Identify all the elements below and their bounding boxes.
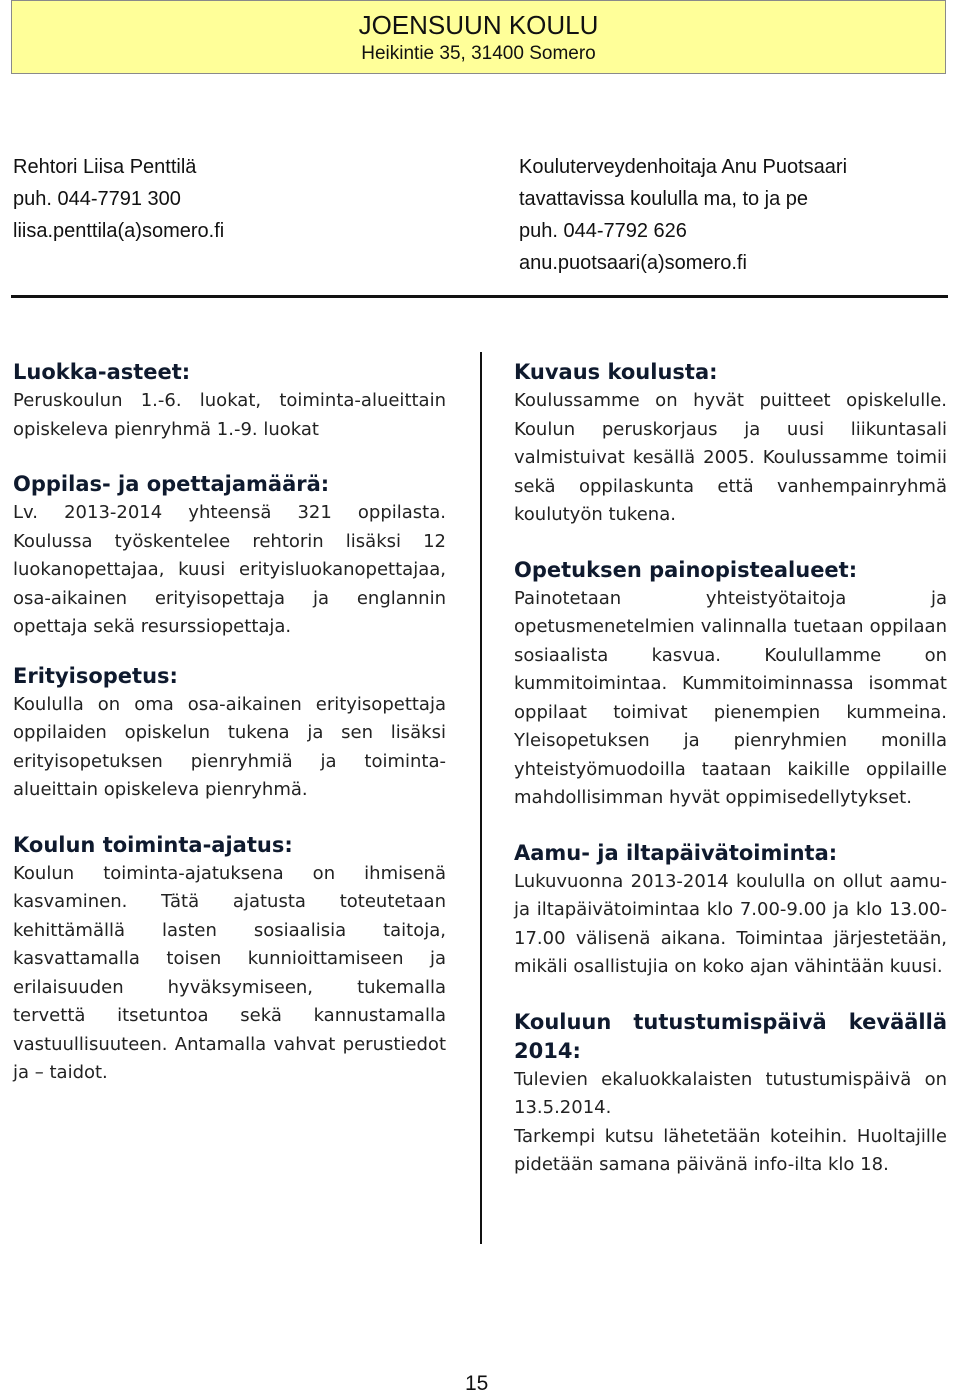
page-number: 15 — [465, 1372, 489, 1395]
principal-name: Rehtori Liisa Penttilä — [13, 156, 197, 178]
school-title: JOENSUUN KOULU — [358, 10, 599, 40]
visit-text-2: Tarkempi kutsu lähetetään koteihin. Huoltajille pidetään samana päivänä info-ilta klo 18. — [514, 1125, 947, 1175]
nurse-contact — [519, 151, 847, 279]
focus-heading: Opetuksen painopistealueet: — [514, 557, 858, 582]
idea-text: Koulun toiminta-ajatuksena on ihmisenä kasvaminen. Tätä ajatusta toteutetaan kehittämällä lasten sosiaalisia taitoja, kasvattamalla toisen kunnioittamiseen ja erilaisuuden hyväksymiseen, tukemalla tervettä itsetuntoa sekä kannustamalla vastuullisuuteen. Antamalla vahvat perustiedot ja – taidot. — [13, 862, 446, 1083]
column-divider — [480, 352, 482, 1244]
school-header — [11, 0, 946, 74]
principal-contact — [13, 151, 224, 247]
desc-text: Koulussamme on hyvät puitteet opiskelulle. Koulun peruskorjaus ja uusi liikuntasali valmistuivat kesällä 2005. Koulussamme toimii sekä oppilaskunta että vanhempainryhmä koulutyön tukena. — [514, 390, 947, 525]
grades-text: Peruskoulun 1.-6. luokat, toiminta-alueittain opiskeleva pienryhmä 1.-9. luokat — [13, 390, 446, 440]
nurse-name: Kouluterveydenhoitaja Anu Puotsaari — [519, 156, 848, 178]
visit-heading: Kouluun tutustumispäivä keväällä 2014: — [514, 1009, 947, 1063]
header-divider — [11, 295, 948, 298]
nurse-email: anu.puotsaari(a)somero.fi — [519, 252, 747, 274]
special-heading: Erityisopetus: — [13, 663, 178, 688]
visit-text: Tulevien ekaluokkalaisten tutustumispäivä on 13.5.2014. — [514, 1068, 947, 1118]
principal-phone: puh. 044-7791 300 — [13, 188, 181, 210]
nurse-availability: tavattavissa koululla ma, to ja pe — [519, 188, 809, 210]
nurse-phone: puh. 044-7792 626 — [519, 220, 687, 242]
focus-text: Painotetaan yhteistyötaitoja ja opetusmenetelmien valinnalla tuetaan oppilaan sosiaalista kasvua. Koulullamme on kummitoimintaa. Kummitoiminnassa isommat oppilaat toimivat pienempien kummeina. Yleisopetuksen ja pienryhmien monilla yhteistyömuodoilla taataan kaikille oppilaille mahdollisimman hyvät oppimisedellytykset. — [514, 587, 947, 808]
special-text: Koululla on oma osa-aikainen erityisopettaja oppilaiden opiskelun tukena ja sen lisäksi erityisopetuksen pienryhmiä ja toiminta-alueittain opiskeleva pienryhmä. — [13, 693, 446, 800]
right-column — [514, 358, 947, 1180]
grades-heading: Luokka-asteet: — [13, 360, 191, 384]
desc-heading: Kuvaus koulusta: — [514, 360, 718, 384]
idea-heading: Koulun toiminta-ajatus: — [13, 832, 293, 857]
left-column — [13, 358, 446, 1088]
counts-text: Lv. 2013-2014 yhteensä 321 oppilasta. Koulussa työskentelee rehtorin lisäksi 12 luokanopettajaa, kuusi erityisluokanopettajaa, osa-aikainen erityisopettaja ja englannin opettaja sekä resurssiopettaja. — [13, 502, 446, 637]
counts-heading: Oppilas- ja opettajamäärä: — [13, 472, 330, 496]
club-heading: Aamu- ja iltapäivätoiminta: — [514, 840, 838, 865]
school-address: Heikintie 35, 31400 Somero — [361, 43, 596, 64]
club-text: Lukuvuonna 2013-2014 koululla on ollut aamu- ja iltapäivätoimintaa klo 7.00-9.00 ja klo 13.00-17.00 välisenä aikana. Toimintaa järjestetään, mikäli osallistujia on koko ajan vähintään kuusi. — [514, 870, 947, 977]
principal-email: liisa.penttila(a)somero.fi — [13, 220, 225, 242]
